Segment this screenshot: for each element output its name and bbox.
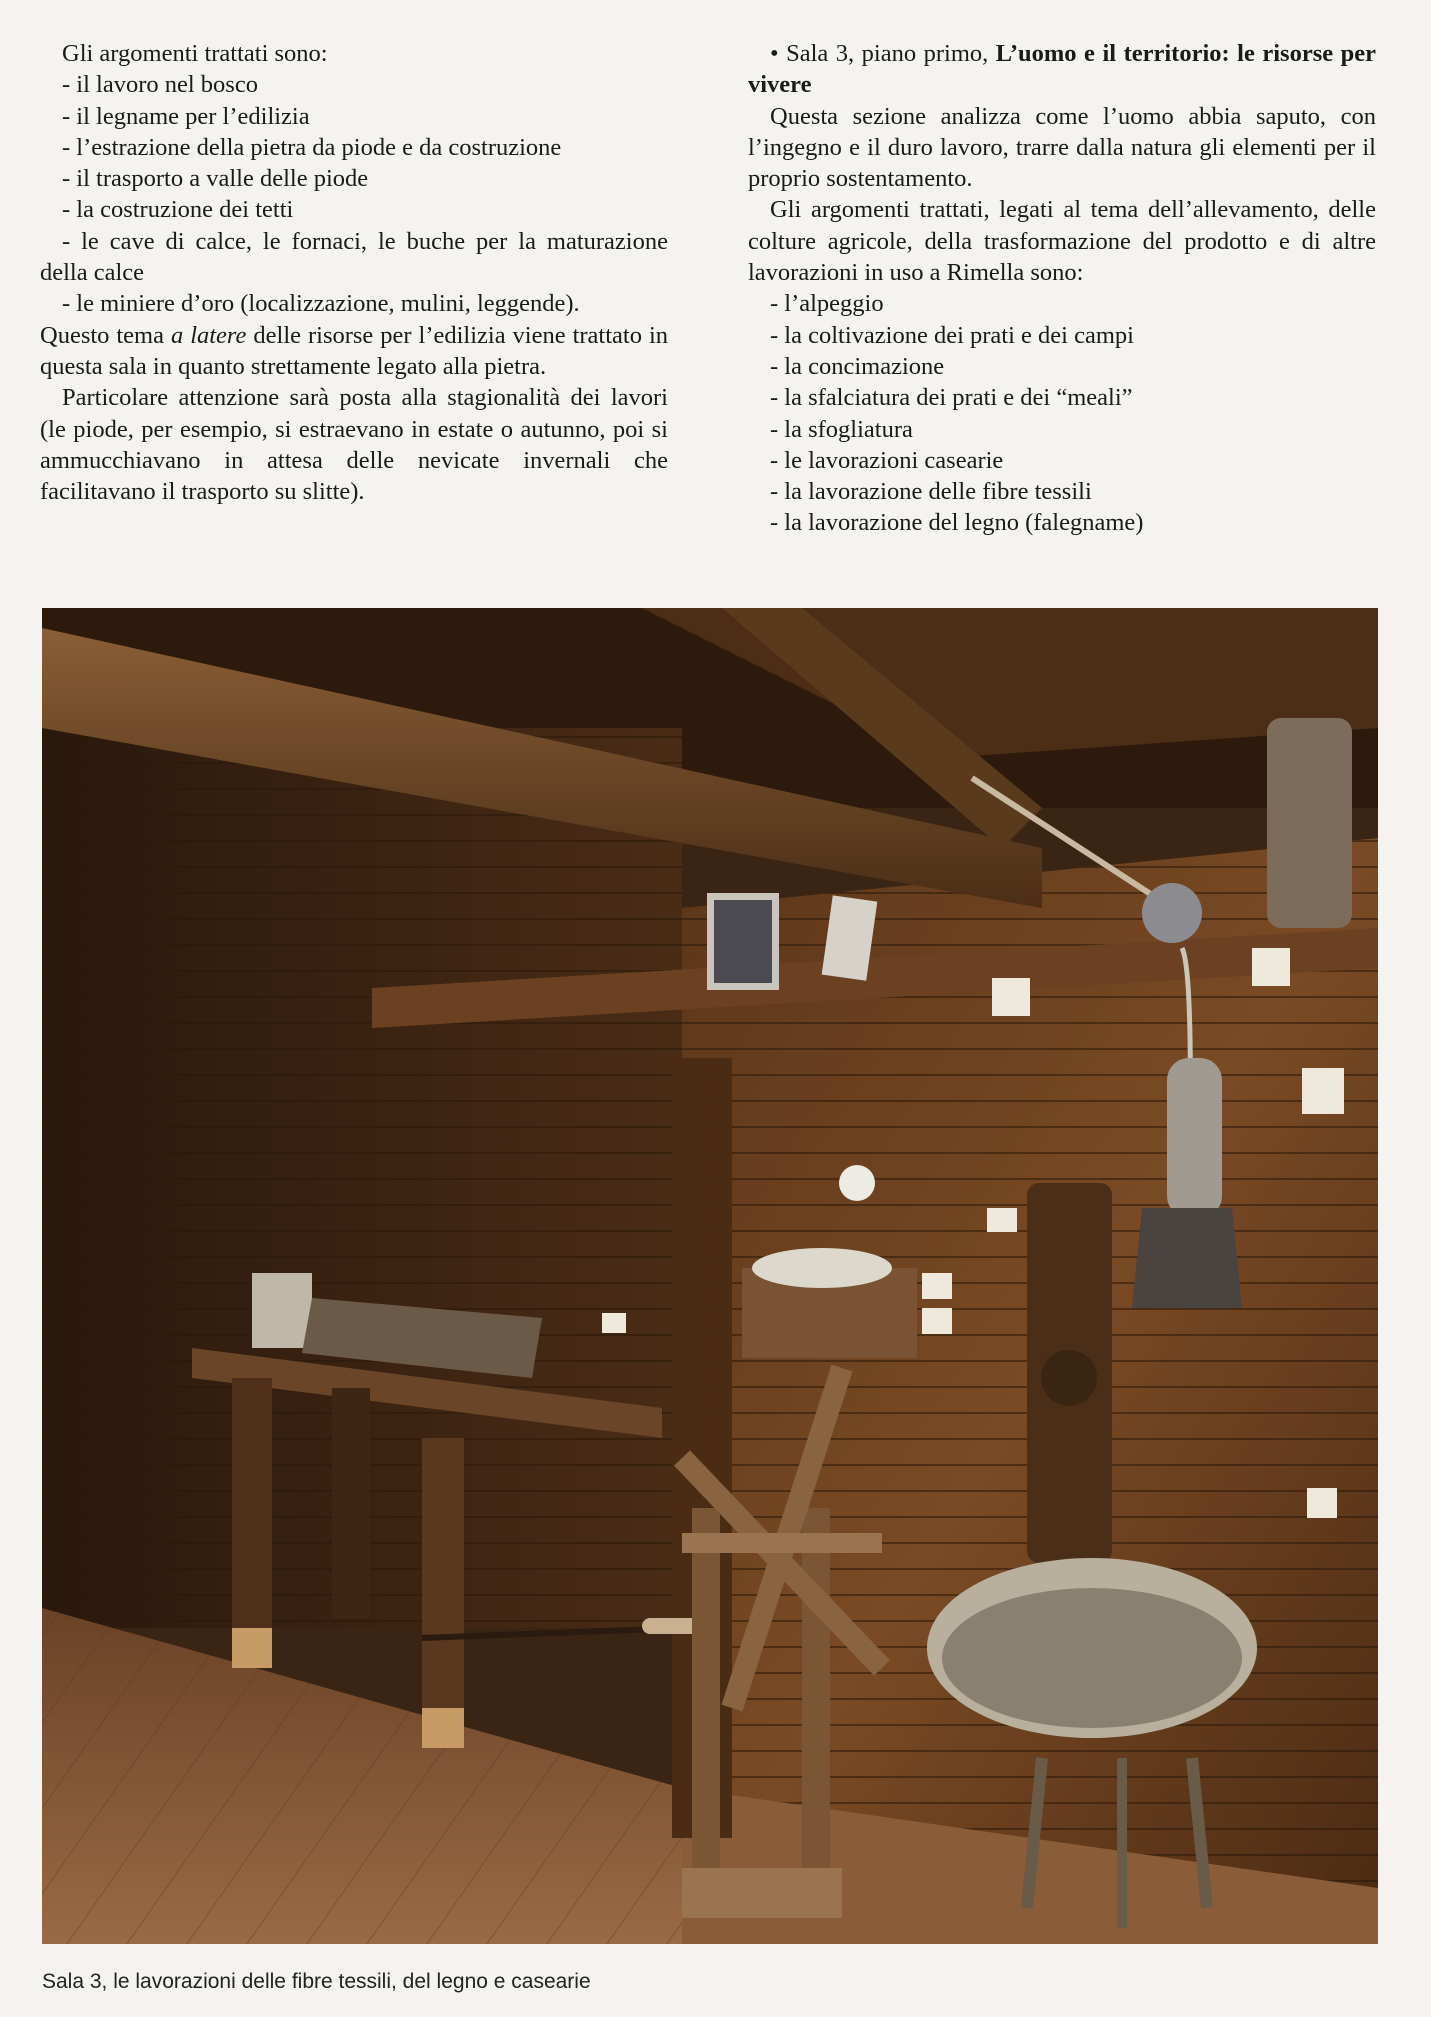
section-heading: • Sala 3, piano primo, L’uomo e il territorio: le risorse per vivere [748,40,1376,99]
section-description: Questa sezione analizza come l’uomo abbia saputo, con l’ingegno e il duro lavoro, trarre dalla natura gli elementi per il proprio sostentamento. [748,102,1376,193]
list-item: - la costruzione dei tetti [62,196,294,224]
list-item: - le lavorazioni casearie [770,446,1004,474]
list-item: - la coltivazione dei prati e dei campi [770,321,1134,349]
list-item: - il trasporto a valle delle piode [62,165,369,193]
list-item: - la sfogliatura [770,415,913,443]
list-item: - le cave di calce, le fornaci, le buche per la maturazione della calce [40,227,668,287]
list-item: - il legname per l’edilizia [62,102,310,130]
list-item: - la lavorazione del legno (falegname) [770,509,1144,537]
list-item: - l’alpeggio [770,290,884,318]
section-title: L’uomo e il territorio: le risorse per vivere [748,40,1376,99]
topics-intro: Gli argomenti trattati, legati al tema dell’allevamento, delle colture agricole, della trasformazione del prodotto e di altre lavorazioni in uso a Rimella sono: [748,196,1376,287]
list-item: - la sfalciatura dei prati e dei “meali” [770,384,1133,412]
latere-italic: a latere [170,321,247,349]
list-item: - la lavorazione delle fibre tessili [770,478,1092,506]
attention-paragraph: Particolare attenzione sarà posta alla stagionalità dei lavori (le piode, per esempio, si estraevano in estate o autunno, poi si ammucchiavano in attesa delle nevicate invernali che facilitavano il trasporto su slitte). [40,384,668,506]
list-item: - la concimazione [770,352,945,380]
right-text-column [748,38,1376,539]
list-item: - l’estrazione della pietra da piode e da costruzione [62,133,562,161]
left-text-column [40,38,668,507]
list-item: - le miniere d’oro (localizzazione, mulini, leggende). [62,290,580,318]
photo-caption: Sala 3, le lavorazioni delle fibre tessili, del legno e casearie [42,1970,591,1993]
latere-paragraph: Questo tema a latere delle risorse per l’edilizia viene trattato in questa sala in quanto strettamente legato alla pietra. [40,321,668,380]
museum-room-photo [42,608,1378,1944]
left-intro: Gli argomenti trattati sono: [62,40,328,67]
list-item: - il lavoro nel bosco [62,71,258,99]
